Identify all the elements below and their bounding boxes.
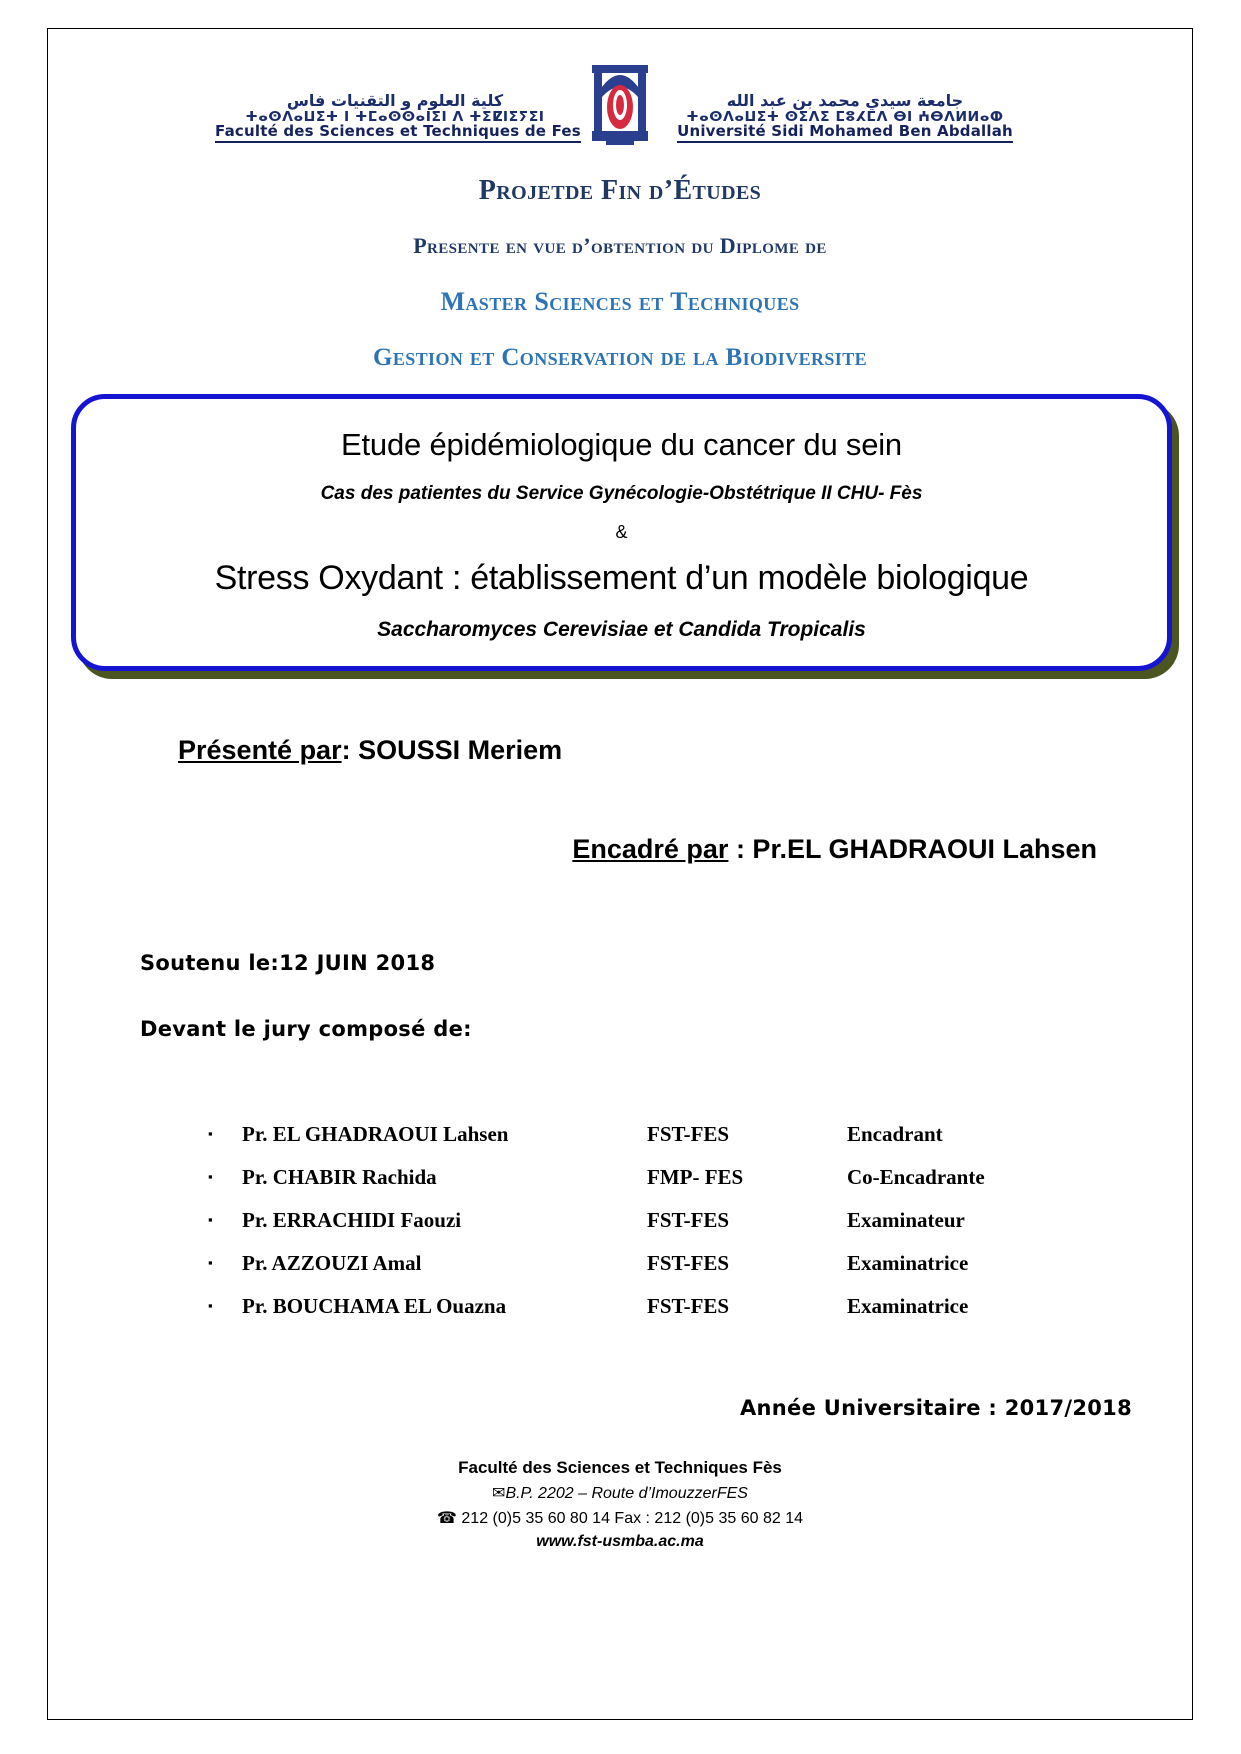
jury-member-institution: FMP- FES bbox=[647, 1165, 744, 1189]
university-logo-tifinagh: ⵜⴰⵙⴷⴰⵡⵉⵜ ⵙⵉⴷⵉ ⵎⵓⵃⵎⴷ ⴱⵏ ⵄⴱⴷⵍⵍⴰⵀ bbox=[686, 108, 1004, 125]
document-headings bbox=[48, 149, 1192, 372]
jury-table bbox=[208, 1113, 1087, 1328]
thesis-second-title: Stress Oxydant : établissement d’un modèle biologique bbox=[214, 559, 1029, 597]
page-footer bbox=[48, 1458, 1192, 1551]
heading-purpose: Presente en vue d’obtention du Diplome de bbox=[413, 233, 827, 258]
faculty-logo-french: Faculté des Sciences et Techniques de Fes bbox=[215, 124, 581, 143]
jury-member-name: Pr. AZZOUZI Amal bbox=[242, 1251, 422, 1275]
jury-table-body bbox=[208, 1113, 1087, 1328]
academic-year: Année Universitaire : 2017/2018 bbox=[739, 1396, 1132, 1420]
supervised-by-name: : Pr.EL GHADRAOUI Lahsen bbox=[728, 834, 1097, 864]
thesis-main-title: Etude épidémiologique du cancer du sein bbox=[341, 427, 902, 462]
presented-by-name: : SOUSSI Meriem bbox=[341, 735, 563, 765]
supervised-by-line bbox=[88, 834, 1152, 865]
table-row bbox=[208, 1242, 1087, 1285]
university-crest-icon bbox=[588, 57, 652, 149]
defense-date: Soutenu le:12 JUIN 2018 bbox=[140, 951, 436, 975]
table-row bbox=[208, 1113, 1087, 1156]
title-box-frame bbox=[71, 394, 1172, 671]
telephone-icon: ☎ bbox=[437, 1508, 457, 1527]
bullet-icon: ▪ bbox=[208, 1212, 213, 1227]
footer-website: www.fst-usmba.ac.ma bbox=[536, 1533, 704, 1550]
footer-faculty-name: Faculté des Sciences et Techniques Fès bbox=[458, 1458, 782, 1477]
thesis-subtitle: Cas des patientes du Service Gynécologie-Obstétrique II CHU- Fès bbox=[320, 483, 923, 504]
footer-address: B.P. 2202 – Route d’ImouzzerFES bbox=[505, 1485, 748, 1502]
authors-section bbox=[48, 735, 1192, 865]
jury-member-role: Co-Encadrante bbox=[847, 1165, 985, 1189]
table-row bbox=[208, 1285, 1087, 1328]
page-header bbox=[48, 29, 1192, 149]
thesis-second-subtitle: Saccharomyces Cerevisiae et Candida Tropicalis bbox=[377, 618, 866, 641]
jury-member-role: Encadrant bbox=[847, 1122, 943, 1146]
supervised-by-label: Encadré par bbox=[572, 834, 729, 864]
jury-intro: Devant le jury composé de: bbox=[140, 1017, 472, 1041]
heading-specialty: Gestion et Conservation de la Biodiversite bbox=[372, 344, 868, 371]
bullet-icon: ▪ bbox=[208, 1298, 213, 1313]
jury-member-role: Examinatrice bbox=[847, 1251, 969, 1275]
jury-member-institution: FST-FES bbox=[647, 1122, 730, 1146]
university-logo-french: Université Sidi Mohamed Ben Abdallah bbox=[677, 124, 1013, 143]
bullet-icon: ▪ bbox=[208, 1169, 213, 1184]
jury-member-name: Pr. EL GHADRAOUI Lahsen bbox=[242, 1122, 509, 1146]
university-crest bbox=[575, 57, 665, 149]
university-logo-arabic: جامعة سيدي محمد بن عبد الله bbox=[726, 90, 964, 110]
table-row bbox=[208, 1156, 1087, 1199]
jury-member-name: Pr. CHABIR Rachida bbox=[242, 1165, 437, 1189]
heading-project-type: Projetde Fin d’Études bbox=[478, 175, 762, 206]
footer-phone-line bbox=[48, 1508, 1192, 1528]
table-row bbox=[208, 1199, 1087, 1242]
jury-member-institution: FST-FES bbox=[647, 1294, 730, 1318]
jury-member-institution: FST-FES bbox=[647, 1208, 730, 1232]
footer-phone: 212 (0)5 35 60 80 14 Fax : 212 (0)5 35 60 82 14 bbox=[461, 1510, 803, 1527]
thesis-title-separator: & bbox=[615, 522, 628, 542]
bullet-icon: ▪ bbox=[208, 1126, 213, 1141]
presented-by-line bbox=[178, 735, 1152, 766]
presented-by-label: Présenté par bbox=[178, 735, 342, 765]
heading-degree: Master Sciences et Techniques bbox=[440, 287, 800, 316]
faculty-logo-arabic: كلية العلوم و التقنيات فاس bbox=[286, 90, 504, 110]
faculty-logo bbox=[215, 90, 581, 149]
university-logo bbox=[665, 90, 1025, 149]
bullet-icon: ▪ bbox=[208, 1255, 213, 1270]
jury-member-name: Pr. BOUCHAMA EL Ouazna bbox=[242, 1294, 507, 1318]
jury-member-role: Examinatrice bbox=[847, 1294, 969, 1318]
jury-member-name: Pr. ERRACHIDI Faouzi bbox=[242, 1208, 462, 1232]
envelope-icon: ✉ bbox=[492, 1483, 506, 1502]
thesis-title-box bbox=[71, 394, 1172, 671]
jury-member-role: Examinateur bbox=[847, 1208, 965, 1232]
jury-member-institution: FST-FES bbox=[647, 1251, 730, 1275]
page-content bbox=[48, 29, 1192, 1719]
faculty-logo-tifinagh: ⵜⴰⵙⴷⴰⵡⵉⵜ ⵏ ⵜⵎⴰⵙⵙⴰⵏⵉⵏ ⴷ ⵜⵉⵇⵏⵉⵢⵉⵏ bbox=[245, 108, 545, 125]
footer-address-line bbox=[48, 1483, 1192, 1503]
